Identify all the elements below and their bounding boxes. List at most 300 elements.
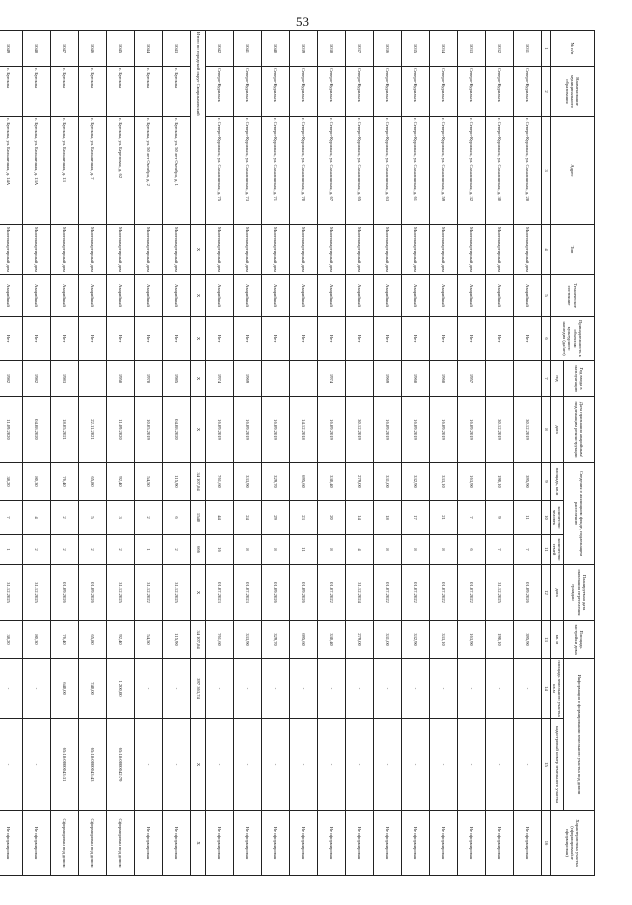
table-cell: Нет — [290, 317, 318, 361]
table-cell: 31.12.2025 — [23, 565, 51, 621]
table-cell: Аварийный — [318, 275, 346, 317]
table-cell: с. Буюклы — [79, 67, 107, 117]
table-cell: 16.09.2019 — [374, 397, 402, 463]
header-families: количество семей — [551, 535, 564, 565]
column-number-row — [542, 31, 551, 876]
table-cell: 329,70 — [262, 463, 290, 501]
table-cell: Северо-Курильск — [486, 67, 514, 117]
table-cell: Северо-Курильск — [206, 67, 234, 117]
header-date-group: Дата признания аварийным/подлежащим реконструкции — [564, 397, 595, 463]
table-cell: 8 — [430, 535, 458, 565]
table-cell: Аварийный — [0, 275, 23, 317]
table-cell: Нет — [135, 317, 163, 361]
table-row — [402, 31, 430, 876]
table-cell: 1032 — [486, 31, 514, 67]
table-cell — [514, 361, 542, 397]
table-cell: 8 — [318, 535, 346, 565]
table-cell: Многоквартирный дом — [346, 225, 374, 275]
table-cell: X — [191, 317, 206, 361]
table-cell: 29 — [262, 501, 290, 535]
table-cell: - — [23, 719, 51, 811]
table-cell: 761,60 — [206, 621, 234, 659]
table-container — [6, 30, 595, 875]
table-cell: Аварийный — [79, 275, 107, 317]
column-number: 16 — [542, 811, 551, 876]
table-cell: 3 — [107, 501, 135, 535]
table-cell: 01.07.2023 — [234, 565, 262, 621]
table-cell: 332,90 — [402, 621, 430, 659]
table-cell: 1048 — [23, 31, 51, 67]
table-cell: - — [346, 659, 374, 719]
header-land-area-unit: кв.м — [552, 684, 557, 693]
table-cell: 54,50 — [135, 463, 163, 501]
table-cell: Не сформирован — [318, 811, 346, 876]
table-cell: 23 — [290, 501, 318, 535]
table-cell: Нет — [163, 317, 191, 361]
table-cell: 18.05.2021 — [51, 397, 79, 463]
table-cell: 11.09.2020 — [0, 397, 23, 463]
table-cell: Аварийный — [163, 275, 191, 317]
table-cell: 115,90 — [163, 621, 191, 659]
table-cell: - — [458, 659, 486, 719]
table-cell: 31.12.2025 — [486, 565, 514, 621]
table-cell: 8 — [262, 535, 290, 565]
table-cell: - — [514, 719, 542, 811]
table-row — [346, 31, 374, 876]
table-cell: 8 — [234, 535, 262, 565]
table-cell: 1047 — [51, 31, 79, 67]
table-cell: Не сформирован — [135, 811, 163, 876]
table-cell: 1049 — [0, 31, 23, 67]
rotated-table-viewport — [6, 30, 595, 875]
table-cell: X — [191, 397, 206, 463]
table-cell: 22.11.2021 — [79, 397, 107, 463]
table-cell: Нет — [486, 317, 514, 361]
table-cell: - — [486, 719, 514, 811]
table-cell: 330,40 — [318, 621, 346, 659]
column-number: 10 — [542, 501, 551, 535]
table-cell: 34 107,84 — [191, 621, 206, 659]
table-cell: Многоквартирный дом — [23, 225, 51, 275]
table-cell: Многоквартирный дом — [135, 225, 163, 275]
table-cell: 1042 — [206, 31, 234, 67]
table-cell: 2 — [51, 535, 79, 565]
column-number: 4 — [542, 225, 551, 275]
table-cell: г. Северо-Курильск, ул. Сахалинская, д. 32 — [458, 117, 486, 225]
table-cell: 1 — [0, 535, 23, 565]
column-number: 11 — [542, 535, 551, 565]
table-cell: 04.08.2020 — [163, 397, 191, 463]
table-cell: 11 — [514, 501, 542, 535]
table-cell: Не сформирован — [206, 811, 234, 876]
table-cell: Северо-Курильск — [262, 67, 290, 117]
table-cell: 2 — [79, 535, 107, 565]
table-cell: - — [318, 719, 346, 811]
table-cell: Многоквартирный дом — [514, 225, 542, 275]
table-cell: 6 — [458, 535, 486, 565]
table-cell: 333,10 — [430, 621, 458, 659]
header-address: Адрес — [551, 117, 595, 225]
table-cell: с. Буюклы — [135, 67, 163, 117]
table-cell: - — [290, 719, 318, 811]
table-cell: Многоквартирный дом — [290, 225, 318, 275]
table-cell: 1031 — [514, 31, 542, 67]
table-cell: Северо-Курильск — [430, 67, 458, 117]
table-cell: 2 — [163, 535, 191, 565]
table-cell: 11 — [290, 535, 318, 565]
table-cell: с. Буюклы, ул. Березовая, д. 62 — [107, 117, 135, 225]
table-cell: - — [23, 659, 51, 719]
table-cell: 11.09.2020 — [107, 397, 135, 463]
table-cell: 331,00 — [374, 463, 402, 501]
header-cadastral: кадастровый номер земельного участка — [551, 719, 564, 811]
table-cell: 1974 — [206, 361, 234, 397]
subtotal-row — [191, 31, 206, 876]
table-cell: Нет — [234, 317, 262, 361]
table-cell: Северо-Курильск — [290, 67, 318, 117]
table-cell: Нет — [318, 317, 346, 361]
table-cell: 16.09.2019 — [234, 397, 262, 463]
table-cell: 01.09.2026 — [51, 565, 79, 621]
table-cell: 1045 — [107, 31, 135, 67]
table-cell: 1969 — [374, 361, 402, 397]
table-cell: 16.09.2019 — [318, 397, 346, 463]
header-area: площадь, кв.м — [551, 463, 564, 501]
table-cell: г. Северо-Курильск, ул. Сахалинская, д. 70 — [290, 117, 318, 225]
table-cell: 1036 — [374, 31, 402, 67]
header-land-area-label: площадь земельного участка — [557, 660, 563, 717]
column-number: 3 — [542, 117, 551, 225]
table-cell: 76,40 — [51, 463, 79, 501]
table-cell: Многоквартирный дом — [234, 225, 262, 275]
table-cell: X — [191, 361, 206, 397]
table-cell: 761,60 — [206, 463, 234, 501]
table-cell: 1958 — [107, 361, 135, 397]
header-date: дата — [551, 397, 564, 463]
table-cell: 5 — [79, 501, 107, 535]
table-cell: 1978 — [135, 361, 163, 397]
table-row — [514, 31, 542, 876]
table-body — [0, 31, 542, 876]
table-cell: г. Северо-Курильск, ул. Сахалинская, д. 65 — [346, 117, 374, 225]
table-cell: 1974 — [318, 361, 346, 397]
table-cell: с. Буюклы, ул. 50 лет Октября, д. 1 — [163, 117, 191, 225]
table-row — [206, 31, 234, 876]
column-number: 13 — [542, 621, 551, 659]
table-cell: 1033 — [458, 31, 486, 67]
table-cell: Многоквартирный дом — [486, 225, 514, 275]
table-cell: 279,00 — [346, 621, 374, 659]
header-no: № п/п — [551, 31, 595, 67]
table-cell: 331,00 — [374, 621, 402, 659]
table-cell: 76,40 — [51, 621, 79, 659]
table-cell: 115,90 — [163, 463, 191, 501]
table-cell: 01.09.2026 — [290, 565, 318, 621]
table-cell: 695,60 — [290, 621, 318, 659]
table-cell: 2 — [107, 535, 135, 565]
table-cell: 65:18:0000042:79 — [107, 719, 135, 811]
table-cell: г. Северо-Курильск, ул. Сахалинская, д. 71 — [262, 117, 290, 225]
table-cell: - — [135, 719, 163, 811]
table-cell: г. Северо-Курильск, ул. Сахалинская, д. 59 — [430, 117, 458, 225]
table-cell: 7 — [514, 535, 542, 565]
table-cell: с. Буюклы — [51, 67, 79, 117]
column-number: 12 — [542, 565, 551, 621]
table-row — [374, 31, 402, 876]
table-cell: 6 — [163, 501, 191, 535]
table-cell: 01.07.2022 — [458, 565, 486, 621]
table-cell: 190,10 — [486, 463, 514, 501]
table-cell: 4 — [23, 501, 51, 535]
table-cell: - — [486, 659, 514, 719]
housing-table — [0, 30, 595, 876]
table-cell: с. Буюклы — [23, 67, 51, 117]
table-cell: 1957 — [458, 361, 486, 397]
table-cell: 10.05.2019 — [135, 397, 163, 463]
table-cell: 31.12.2025 — [163, 565, 191, 621]
table-cell: Нет — [0, 317, 23, 361]
table-cell: 01.07.2023 — [206, 565, 234, 621]
table-cell: с. Буюклы — [0, 67, 23, 117]
table-cell: 1040 — [262, 31, 290, 67]
table-cell: 7 — [0, 501, 23, 535]
table-cell: Северо-Курильск — [374, 67, 402, 117]
column-number: 1 — [542, 31, 551, 67]
table-cell: 24 — [234, 501, 262, 535]
table-cell: 163,90 — [458, 463, 486, 501]
table-cell: Северо-Курильск — [514, 67, 542, 117]
header-type: Тип — [551, 225, 595, 275]
table-cell: 1043 — [163, 31, 191, 67]
table-cell: - — [374, 719, 402, 811]
table-cell: Многоквартирный дом — [430, 225, 458, 275]
header-plan-group: Планируемая дата окончания переселения граждан — [564, 565, 595, 621]
table-cell: Нет — [514, 317, 542, 361]
table-cell: Не сформирован — [290, 811, 318, 876]
table-cell: 30.12.2019 — [486, 397, 514, 463]
table-cell: Северо-Курильск — [234, 67, 262, 117]
table-cell: Не сформирован — [430, 811, 458, 876]
table-cell: Аварийный — [374, 275, 402, 317]
table-cell: Аварийный — [206, 275, 234, 317]
table-cell: 1 200,00 — [107, 659, 135, 719]
table-cell: Аварийный — [107, 275, 135, 317]
table-cell: 740,00 — [79, 659, 107, 719]
table-cell: 7 — [486, 535, 514, 565]
table-cell: г. Северо-Курильск, ул. Сахалинская, д. 30 — [486, 117, 514, 225]
table-cell: Нет — [51, 317, 79, 361]
table-cell: Аварийный — [402, 275, 430, 317]
table-cell: Сформирован под домом — [79, 811, 107, 876]
table-cell: 397 363,74 — [191, 659, 206, 719]
table-cell: 7 — [458, 501, 486, 535]
table-cell: с. Буюклы, ул. Больничная, д. 7 — [79, 117, 107, 225]
table-cell: Не сформирован — [262, 811, 290, 876]
table-cell: Аварийный — [234, 275, 262, 317]
table-cell: Не сформирован — [0, 811, 23, 876]
table-cell: - — [402, 659, 430, 719]
table-cell: 1039 — [290, 31, 318, 67]
table-cell: 92,40 — [107, 463, 135, 501]
table-row — [262, 31, 290, 876]
table-cell: Аварийный — [51, 275, 79, 317]
table-cell: X — [191, 811, 206, 876]
table-cell: с. Буюклы — [163, 67, 191, 117]
table-cell: 30.12.2019 — [514, 397, 542, 463]
table-cell: 9 — [486, 501, 514, 535]
table-cell: 1035 — [402, 31, 430, 67]
table-cell: - — [262, 719, 290, 811]
table-cell: 395,90 — [514, 463, 542, 501]
header-built-unit: кв. м — [551, 621, 564, 659]
table-cell: с. Буюклы, ул. Больничная, д. 14А — [0, 117, 23, 225]
header-tech-state: Техническое состояние — [551, 275, 595, 317]
table-cell: X — [191, 275, 206, 317]
table-cell — [486, 361, 514, 397]
table-cell: 163,90 — [458, 621, 486, 659]
table-cell: 333,90 — [234, 621, 262, 659]
table-cell: - — [206, 659, 234, 719]
table-cell: с. Буюклы, ул. Больничная, д. 13А — [23, 117, 51, 225]
table-cell: Аварийный — [486, 275, 514, 317]
header-people: количество человек — [551, 501, 564, 535]
table-cell: Не сформирован — [486, 811, 514, 876]
table-cell: Многоквартирный дом — [458, 225, 486, 275]
header-year-group: Год ввода в эксплуатацию — [564, 361, 595, 397]
header-row — [564, 31, 595, 876]
table-cell: 14.12.2018 — [290, 397, 318, 463]
table-cell: 330,40 — [318, 463, 346, 501]
table-cell: 1982 — [23, 361, 51, 397]
table-cell: 16.09.2019 — [458, 397, 486, 463]
table-cell: 54,50 — [135, 621, 163, 659]
column-number: 5 — [542, 275, 551, 317]
table-cell: Не сформирован — [234, 811, 262, 876]
table-cell: 329,70 — [262, 621, 290, 659]
table-cell: - — [163, 659, 191, 719]
table-cell: - — [458, 719, 486, 811]
table-cell: г. Северо-Курильск, ул. Сахалинская, д. 67 — [318, 117, 346, 225]
table-cell: - — [374, 659, 402, 719]
table-cell: - — [234, 719, 262, 811]
table-cell: 80,30 — [23, 463, 51, 501]
table-cell: 04.08.2020 — [23, 397, 51, 463]
table-cell: Не сформирован — [514, 811, 542, 876]
table-cell: Многоквартирный дом — [262, 225, 290, 275]
table-row — [51, 31, 79, 876]
table-cell: X — [191, 565, 206, 621]
table-row — [135, 31, 163, 876]
table-cell: Нет — [374, 317, 402, 361]
table-cell: Аварийный — [262, 275, 290, 317]
table-cell: Нет — [346, 317, 374, 361]
table-cell: 16.09.2019 — [206, 397, 234, 463]
header-resettle-group: Сведения о жилищном фонде, подлежащем расселению — [564, 463, 595, 565]
table-cell: 333,90 — [234, 463, 262, 501]
table-cell: 1041 — [234, 31, 262, 67]
table-row — [163, 31, 191, 876]
table-cell: 4 — [346, 535, 374, 565]
table-cell: 279,00 — [346, 463, 374, 501]
table-cell: Аварийный — [458, 275, 486, 317]
table-cell: 01.07.2022 — [402, 565, 430, 621]
table-cell: Северо-Курильск — [402, 67, 430, 117]
table-cell: - — [234, 659, 262, 719]
table-row — [0, 31, 23, 876]
table-cell: 640,00 — [51, 659, 79, 719]
header-characteristic: Характеристика участка (сформирован/не сформирован) — [551, 811, 595, 876]
table-cell: Многоквартирный дом — [0, 225, 23, 275]
table-cell: с. Буюклы — [107, 67, 135, 117]
table-cell: 01.07.2022 — [318, 565, 346, 621]
table-row — [458, 31, 486, 876]
table-cell: Не сформирован — [23, 811, 51, 876]
subtotal-label: Итого по городской округ Смирныховский — [191, 31, 206, 225]
table-cell: - — [0, 719, 23, 811]
table-cell: Многоквартирный дом — [163, 225, 191, 275]
table-cell: 65:18:0000043:31 — [51, 719, 79, 811]
table-cell: 30.12.2019 — [346, 397, 374, 463]
table-cell: Нет — [402, 317, 430, 361]
table-cell: 16.09.2019 — [262, 397, 290, 463]
table-cell: - — [262, 659, 290, 719]
table-cell: 2 — [51, 501, 79, 535]
table-cell: Многоквартирный дом — [318, 225, 346, 275]
table-cell: - — [430, 719, 458, 811]
table-cell: Северо-Курильск — [458, 67, 486, 117]
table-cell: 1968 — [402, 361, 430, 397]
table-cell: Не сформирован — [402, 811, 430, 876]
table-cell: г. Северо-Курильск, ул. Сахалинская, д. 73 — [234, 117, 262, 225]
table-cell: Сформирован под домом — [107, 811, 135, 876]
table-cell: 8 — [402, 535, 430, 565]
table-cell: Нет — [23, 317, 51, 361]
table-cell: 666 — [191, 535, 206, 565]
table-cell: г. Северо-Курильск, ул. Сахалинская, д. 63 — [374, 117, 402, 225]
column-number: 8 — [542, 397, 551, 463]
table-cell: 1983 — [51, 361, 79, 397]
table-cell: 1982 — [0, 361, 23, 397]
table-cell — [346, 361, 374, 397]
table-cell: X — [191, 719, 206, 811]
table-cell: Нет — [430, 317, 458, 361]
page-number: 53 — [296, 14, 309, 29]
table-cell: Не сформирован — [374, 811, 402, 876]
table-cell — [262, 361, 290, 397]
table-cell: 34 107,84 — [191, 463, 206, 501]
table-cell: 20 — [318, 501, 346, 535]
table-cell: - — [163, 719, 191, 811]
table-row — [486, 31, 514, 876]
table-cell: - — [346, 719, 374, 811]
table-cell: 65,80 — [79, 621, 107, 659]
table-row — [430, 31, 458, 876]
table-cell: 31.12.2024 — [346, 565, 374, 621]
table-cell: 1038 — [318, 31, 346, 67]
table-cell: Многоквартирный дом — [402, 225, 430, 275]
table-cell: Нет — [79, 317, 107, 361]
table-cell: 01.09.2026 — [514, 565, 542, 621]
table-row — [318, 31, 346, 876]
table-cell: Нет — [458, 317, 486, 361]
table-cell: 1034 — [430, 31, 458, 67]
table-cell: 190,10 — [486, 621, 514, 659]
header-plan-date: дата — [551, 565, 564, 621]
header-land-area — [551, 659, 564, 719]
table-cell — [290, 361, 318, 397]
table-cell: - — [290, 659, 318, 719]
table-cell: 1985 — [163, 361, 191, 397]
